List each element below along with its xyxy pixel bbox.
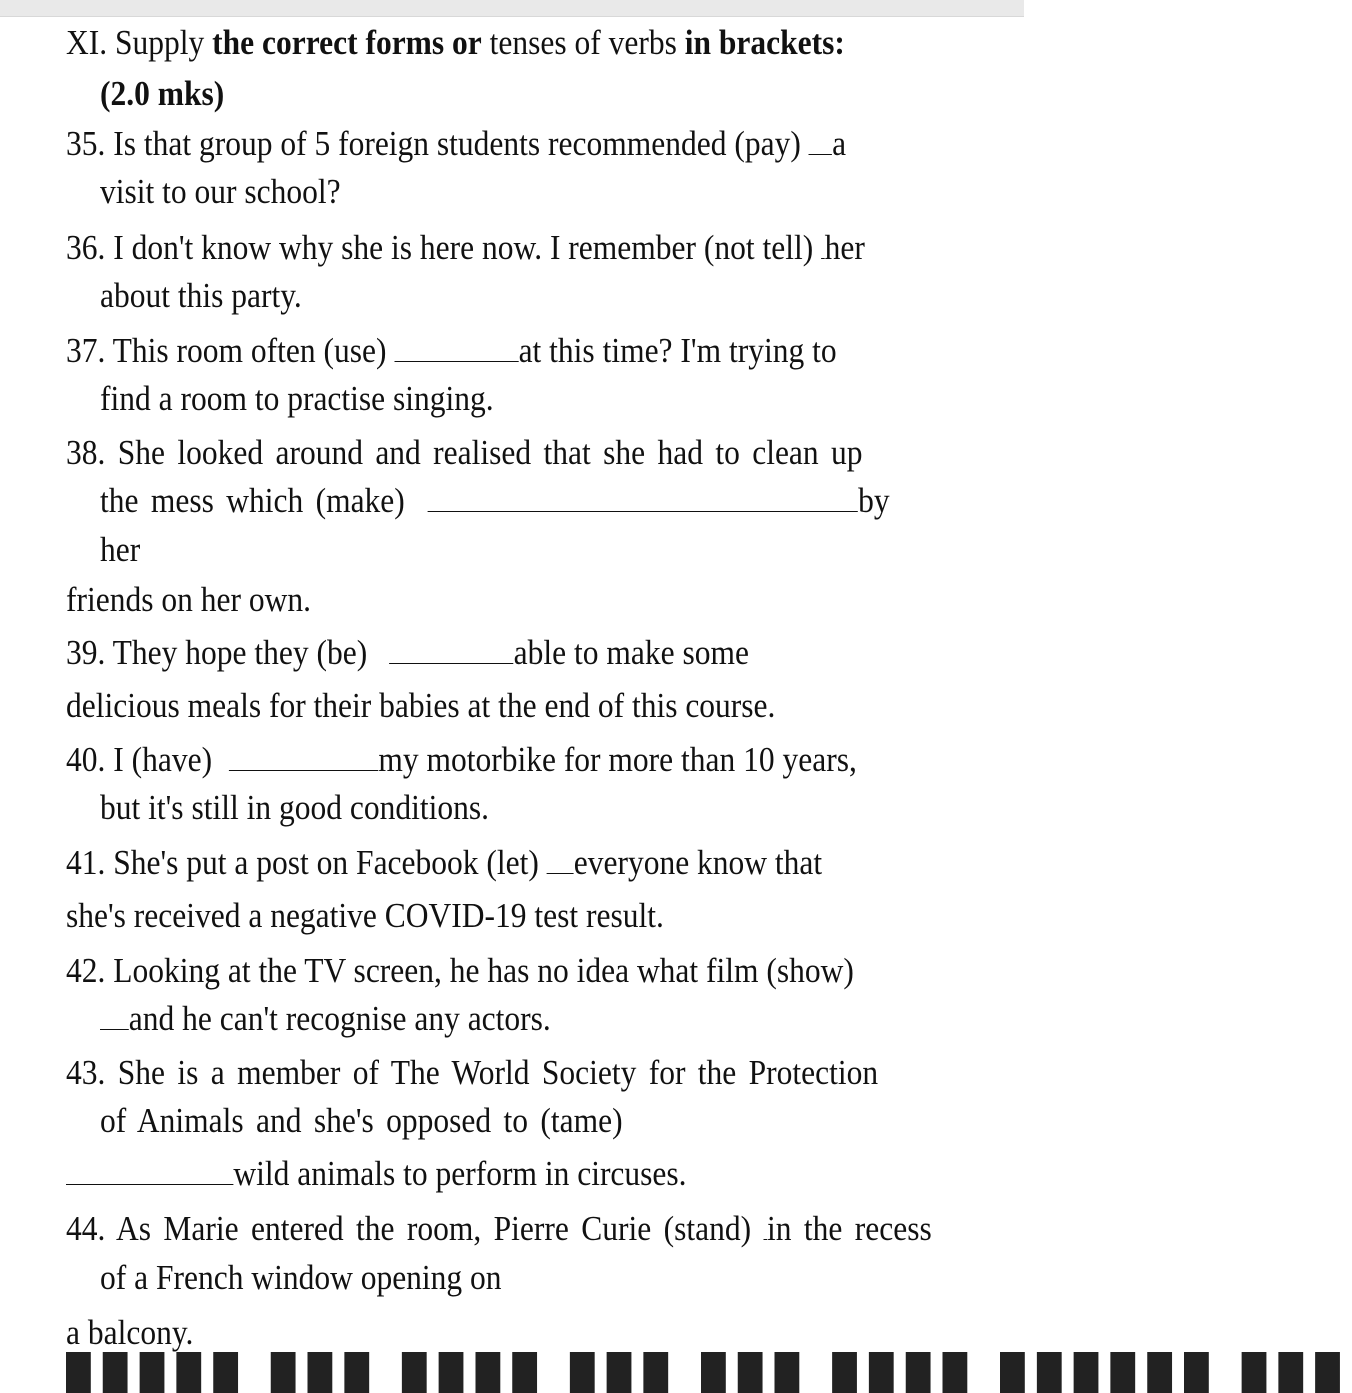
question-37-line-1 (66, 331, 837, 371)
question-35-line-1 (66, 124, 846, 164)
question-40-line-2: but it's still in good conditions. (100, 788, 489, 827)
question-42-answer-blank[interactable] (100, 1001, 129, 1030)
question-43-line-2: of Animals and she's opposed to (tame) (100, 1101, 623, 1140)
heading-bold-in-brackets: in brackets: (684, 23, 845, 62)
question-36-line-2: about this party. (100, 276, 302, 315)
question-39-answer-blank[interactable] (389, 635, 513, 664)
question-38-answer-blank[interactable] (428, 483, 858, 512)
next-section-cut-off (66, 1353, 1352, 1392)
question-41-line-2: she's received a negative COVID-19 test result. (66, 896, 664, 935)
heading-bold-correct-forms: the correct forms (212, 23, 445, 62)
cut-off-text-fragment: █████ ███ ████ ███ ███ ████ ██████ ███ (66, 1353, 1352, 1392)
question-41-line-1 (66, 843, 822, 883)
question-41-answer-blank[interactable] (547, 845, 574, 874)
question-36-text: 36. I don't know why she is here now. I remember (not tell) (66, 228, 814, 267)
question-42-line-1: 42. Looking at the TV screen, he has no idea what film (show) (66, 951, 854, 990)
question-39-text-after: able to make some (513, 633, 749, 672)
question-39-line-2: delicious meals for their babies at the end of this course. (66, 686, 776, 725)
question-40-text: 40. I (have) (66, 740, 213, 779)
question-38-text: the mess which (make) (100, 481, 405, 520)
question-38-line-1: 38. She looked around and realised that she had to clean up (66, 433, 863, 472)
heading-prefix: XI. Supply (66, 23, 213, 62)
section-marks: (2.0 mks) (100, 74, 225, 113)
question-38-line-2 (100, 481, 890, 521)
heading-space (444, 23, 452, 62)
heading-bold-or: or (452, 23, 482, 62)
question-43-line-3 (66, 1154, 687, 1194)
question-43-line-1: 43. She is a member of The World Society for the Protection (66, 1053, 879, 1092)
question-36-text-after: her (824, 228, 865, 267)
question-37-line-2: find a room to practise singing. (100, 379, 494, 418)
question-35-line-2: visit to our school? (100, 172, 341, 211)
question-35-answer-blank[interactable] (809, 126, 832, 155)
question-43-answer-blank[interactable] (66, 1156, 233, 1185)
question-41-text: 41. She's put a post on Facebook (let) (66, 843, 539, 882)
section-heading (66, 23, 845, 63)
question-39-line-1 (66, 633, 749, 673)
question-44-text: 44. As Marie entered the room, Pierre Curie (stand) (66, 1209, 752, 1248)
question-43-text-after: wild animals to perform in circuses. (233, 1154, 687, 1193)
question-37-text: 37. This room often (use) (66, 331, 387, 370)
question-42-text-after: and he can't recognise any actors. (128, 999, 551, 1038)
question-42-line-2 (100, 999, 551, 1039)
question-35-text-after: a (832, 124, 847, 163)
question-38-line-3: her (100, 530, 141, 569)
question-44-text-after: in the recess (767, 1209, 932, 1248)
question-44-line-1 (66, 1209, 932, 1249)
question-38-text-after: by (858, 481, 890, 520)
question-40-line-1 (66, 740, 857, 780)
question-37-text-after: at this time? I'm trying to (518, 331, 837, 370)
question-35-text: 35. Is that group of 5 foreign students recommended (pay) (66, 124, 801, 163)
question-41-text-after: everyone know that (573, 843, 823, 882)
question-44-line-3: a balcony. (66, 1313, 194, 1352)
question-40-answer-blank[interactable] (229, 742, 378, 771)
question-38-line-4: friends on her own. (66, 580, 311, 619)
question-44-line-2: of a French window opening on (100, 1258, 502, 1297)
question-39-text: 39. They hope they (be) (66, 633, 368, 672)
question-36-line-1 (66, 228, 865, 268)
question-40-text-after: my motorbike for more than 10 years, (378, 740, 857, 779)
page-top-edge (0, 0, 1024, 17)
question-37-answer-blank[interactable] (394, 333, 518, 362)
heading-mid: tenses of verbs (481, 23, 685, 62)
